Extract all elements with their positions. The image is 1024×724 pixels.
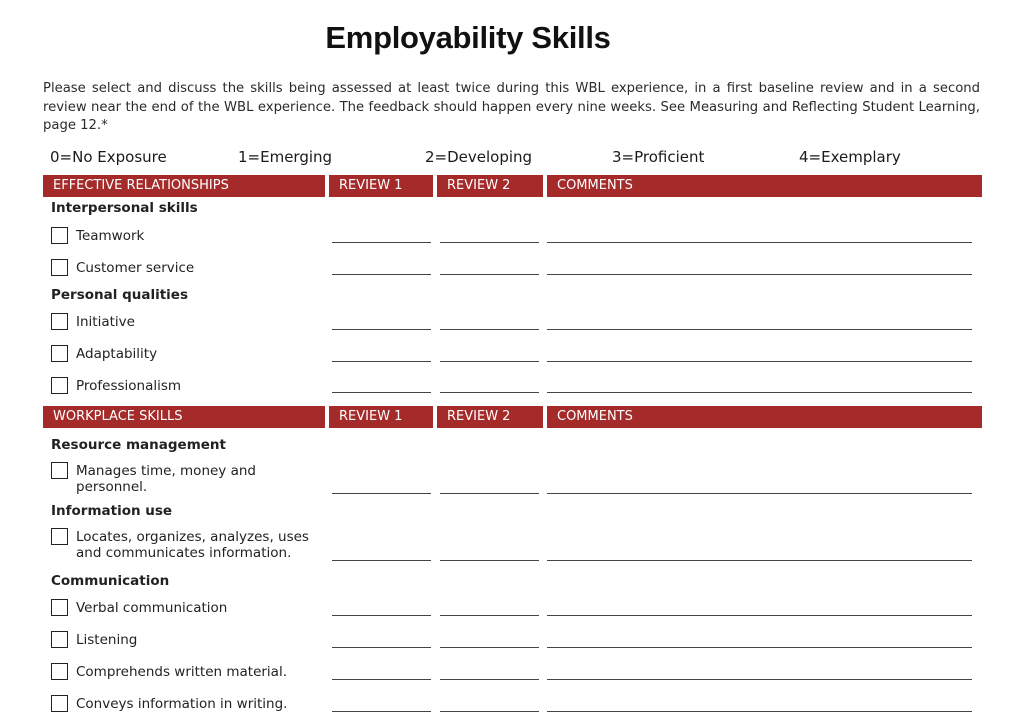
review-1-field[interactable] <box>332 361 431 362</box>
comprehends-written-checkbox[interactable] <box>51 663 68 680</box>
skill-label: Locates, organizes, analyzes, uses and communicates information. <box>76 529 309 561</box>
scale-1: 1=Emerging <box>238 148 333 166</box>
skill-label: Customer service <box>76 260 195 276</box>
scale-3: 3=Proficient <box>612 148 705 166</box>
skill-label: Comprehends written material. <box>76 664 287 680</box>
scale-4: 4=Exemplary <box>799 148 901 166</box>
comments-field[interactable] <box>547 647 972 648</box>
adaptability-checkbox[interactable] <box>51 345 68 362</box>
group-resource-management: Resource management <box>51 437 226 453</box>
review-1-field[interactable] <box>332 242 431 243</box>
comments-field[interactable] <box>547 679 972 680</box>
manages-time-checkbox[interactable] <box>51 462 68 479</box>
scale-2: 2=Developing <box>425 148 533 166</box>
comments-field[interactable] <box>547 274 972 275</box>
review-2-field[interactable] <box>440 615 539 616</box>
comments-field[interactable] <box>547 615 972 616</box>
review-2-header: REVIEW 2 <box>437 406 543 428</box>
skill-label: Professionalism <box>76 378 182 394</box>
skill-label: Verbal communication <box>76 600 228 616</box>
professionalism-checkbox[interactable] <box>51 377 68 394</box>
instructions-text: Please select and discuss the skills being assessed at least twice during this WBL experience, in a first baseline review and in a second review near the end of the WBL experience. The feedback should happen every nine weeks. See Measuring and Reflecting Student Learning, page 12.* <box>43 81 980 133</box>
review-1-field[interactable] <box>332 329 431 330</box>
comments-header: COMMENTS <box>547 175 982 197</box>
review-2-field[interactable] <box>440 647 539 648</box>
review-2-header: REVIEW 2 <box>437 175 543 197</box>
comments-field[interactable] <box>547 329 972 330</box>
group-communication: Communication <box>51 573 170 589</box>
section-title: EFFECTIVE RELATIONSHIPS <box>43 175 325 197</box>
comments-field[interactable] <box>547 493 972 494</box>
effective-relationships-header <box>0 175 1024 197</box>
group-personal-qualities: Personal qualities <box>51 287 188 303</box>
review-2-field[interactable] <box>440 679 539 680</box>
review-2-field[interactable] <box>440 242 539 243</box>
skill-label: Adaptability <box>76 346 158 362</box>
scale-0: 0=No Exposure <box>50 148 167 166</box>
review-1-field[interactable] <box>332 647 431 648</box>
comments-field[interactable] <box>547 242 972 243</box>
review-1-field[interactable] <box>332 560 431 561</box>
verbal-communication-checkbox[interactable] <box>51 599 68 616</box>
group-information-use: Information use <box>51 503 173 519</box>
skill-label: Listening <box>76 632 138 648</box>
skill-label: Initiative <box>76 314 135 330</box>
review-1-field[interactable] <box>332 493 431 494</box>
review-2-field[interactable] <box>440 274 539 275</box>
conveys-writing-checkbox[interactable] <box>51 695 68 712</box>
review-1-header: REVIEW 1 <box>329 175 433 197</box>
workplace-skills-header <box>0 406 1024 428</box>
review-1-field[interactable] <box>332 274 431 275</box>
review-1-header: REVIEW 1 <box>329 406 433 428</box>
page-title: Employability Skills <box>325 20 611 55</box>
listening-checkbox[interactable] <box>51 631 68 648</box>
comments-field[interactable] <box>547 711 972 712</box>
review-2-field[interactable] <box>440 361 539 362</box>
review-1-field[interactable] <box>332 679 431 680</box>
rating-scale <box>0 148 1024 168</box>
skill-label: Manages time, money and personnel. <box>76 463 256 495</box>
comments-field[interactable] <box>547 392 972 393</box>
comments-header: COMMENTS <box>547 406 982 428</box>
comments-field[interactable] <box>547 361 972 362</box>
review-2-field[interactable] <box>440 329 539 330</box>
comments-field[interactable] <box>547 560 972 561</box>
teamwork-checkbox[interactable] <box>51 227 68 244</box>
review-2-field[interactable] <box>440 392 539 393</box>
skill-label: Conveys information in writing. <box>76 696 288 712</box>
review-2-field[interactable] <box>440 493 539 494</box>
group-interpersonal-skills: Interpersonal skills <box>51 200 198 216</box>
review-2-field[interactable] <box>440 560 539 561</box>
initiative-checkbox[interactable] <box>51 313 68 330</box>
section-title: WORKPLACE SKILLS <box>43 406 325 428</box>
skill-label: Teamwork <box>76 228 145 244</box>
review-1-field[interactable] <box>332 615 431 616</box>
customer-service-checkbox[interactable] <box>51 259 68 276</box>
review-2-field[interactable] <box>440 711 539 712</box>
review-1-field[interactable] <box>332 711 431 712</box>
information-use-checkbox[interactable] <box>51 528 68 545</box>
review-1-field[interactable] <box>332 392 431 393</box>
